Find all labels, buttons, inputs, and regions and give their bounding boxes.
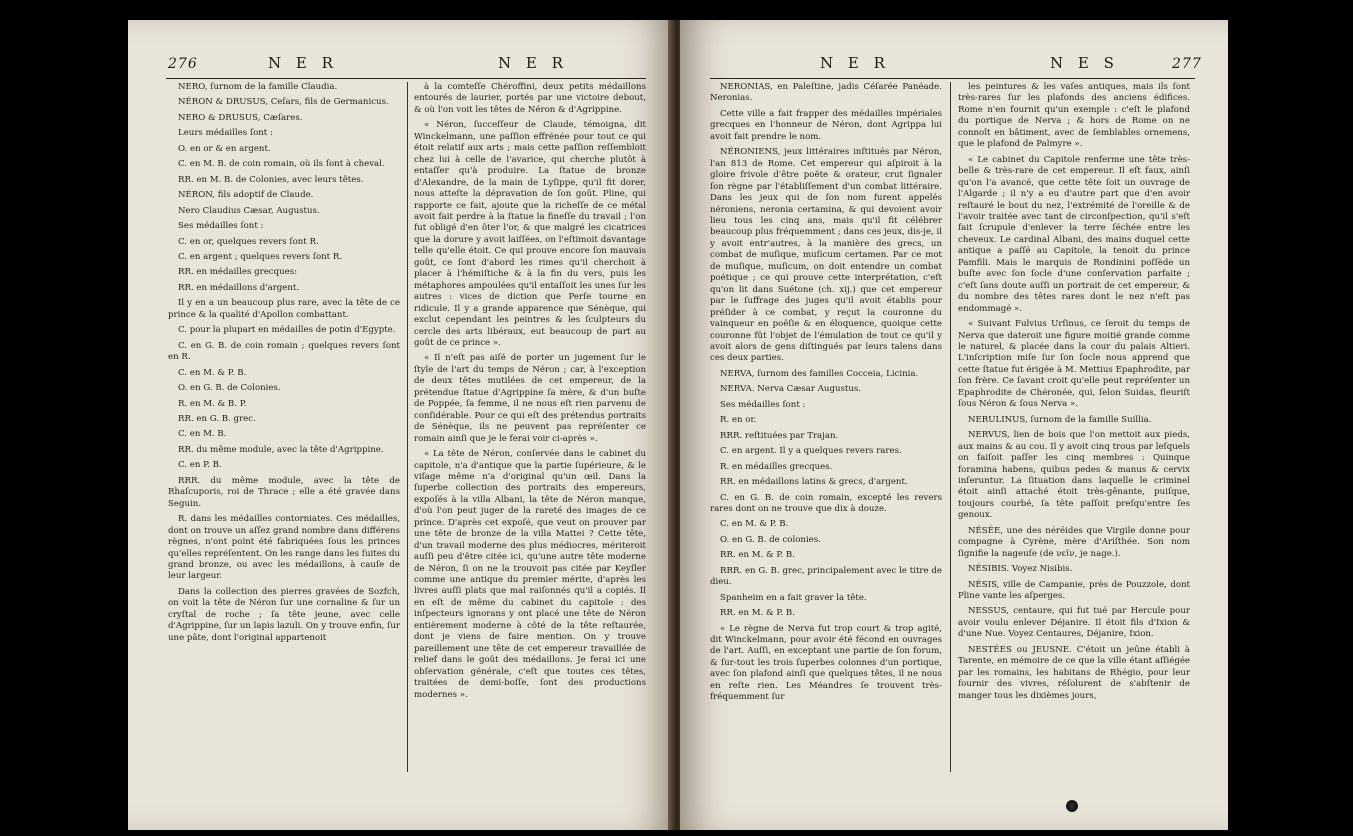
right-page — [680, 20, 1228, 830]
text-paragraph: C. en G. B. de coin romain, excepté les revers rares dont on ne trouve que dix à douze. — [710, 492, 942, 514]
text-paragraph: O. en G. B. de colonies. — [720, 534, 821, 545]
text-paragraph: RR. en M. & P. B. — [720, 550, 795, 561]
left-column-2 — [414, 82, 646, 705]
text-paragraph: Cette ville a fait frapper des médailles impériales grecques en l'honneur de Néron, dont Agrippa lui avoit fait prendre le nom. — [710, 108, 942, 142]
text-paragraph: NÉRON & DRUSUS, Ceſars, fils de Germanicus. — [178, 97, 389, 108]
text-paragraph: RR. en G. B. grec. — [178, 413, 256, 424]
text-paragraph: Spanheim en a fait graver la tête. — [720, 592, 867, 603]
text-paragraph: « Il n'eſt pas aiſé de porter un jugement ſur le ſtyle de l'art du temps de Néron ; car, à l'exception de deux têtes mutilées de cet empereur, de la prétendue ſtatue d'Agrippine ſa mère, & d'un buſte de Poppée, ſa femme, il ne nous eſt rien parvenu de conſidérable. Pour ce qui eſt des prétendus portraits de Sénèque, ils ne peuvent pas repréſenter ce romain ainſi que je le ferai voir ci-après ». — [414, 353, 646, 444]
text-paragraph: NERONIAS, en Paleſtine, jadis Céſarée Panéade. Neronias. — [710, 82, 942, 104]
right-page-number: 277 — [1172, 56, 1202, 72]
text-paragraph: NÉSIS, ville de Campanie, près de Pouzzole, dont Pline vante les aſperges. — [958, 579, 1190, 602]
text-paragraph: NERVA, ſurnom des familles Cocceia, Licinia. — [720, 368, 919, 379]
text-paragraph: O. en G. B. de Colonies. — [178, 383, 281, 394]
text-paragraph: NERVUS, lien de bois que l'on mettoit aux pieds, aux mains & au cou. Il y avoit cinq trous par leſquels on faiſoit paſſer les cinq membres : Quinque foramina habens, quibus pedes & manus & cervix inſeruntur. La ſituation dans laquelle le criminel étoit ainſi attaché étoit très-gênante, puiſque, toujours courbé, ſa tête paſſoit preſqu'entre ſes genoux. — [958, 430, 1190, 521]
left-column-1 — [168, 82, 400, 648]
text-paragraph: C. en argent. Il y a quelques revers rares. — [720, 446, 902, 457]
open-book — [128, 20, 1228, 830]
text-paragraph: NESSUS, centaure, qui fut tué par Hercule pour avoir voulu enlever Déjanire. Il étoit fils d'Ixion & d'une Nue. Voyez Centaures, Déjanire, Ixion. — [958, 606, 1190, 640]
text-paragraph: Il y en a un beaucoup plus rare, avec la tête de ce prince & la qualité d'Apollon combattant. — [168, 298, 400, 320]
text-paragraph: RR. en M. B. de Colonies, avec leurs têtes. — [178, 174, 364, 185]
text-paragraph: « Le cabinet du Capitole renferme une tête très-belle & très-rare de cet empereur. Il eſt faux, ainſi qu'on l'a avancé, que cette tête ſoit un ouvrage de l'Algarde ; il n'y a eu d'autre part que d'en avoir reſtauré le bout du nez, l'extrémité de l'oreille & de l'avoir traitée avec tant de circonſpection, qu'il s'eſt fait ſcrupule d'enlever la terre ſéchée entre les cheveux. Le cardinal Albani, des mains duquel cette antique a paſſé au Capitole, la tenoit du prince Pamfili. Mais le marquis de Rondinini poſſède un buſte avec ſon ſocle d'une conſervation parfaite ; c'eſt ſans doute auſſi un portrait de cet empereur, & du nombre des têtes rares dont le nez n'eſt pas endommagé ». — [958, 154, 1190, 314]
text-paragraph: NESTÉES ou JEUSNE. C'étoit un jeûne établi à Tarente, en mémoire de ce que la ville étant aſſiégée par les romains, les habitans de Rhégio, pour leur fournir des vivres, réſolurent de s'abſtenir de manger tous les dixièmes jours, — [958, 644, 1190, 701]
text-paragraph: les peintures & les vaſes antiques, mais ils ſont très-rares ſur les plafonds des anciens édifices. Rome n'en fournit qu'un exemple : c'eſt le plafond du portique de Nerva ; & hors de Rome on ne connoît en bâtiment, avec de ſemblables ornemens, que le plafond de Palmyre ». — [958, 82, 1190, 150]
text-paragraph: C. en argent ; quelques revers ſont R. — [178, 251, 343, 262]
text-paragraph: R. en or. — [720, 415, 757, 426]
text-paragraph: NÉSIBIS. Voyez Nisibis. — [968, 564, 1073, 575]
text-paragraph: « Néron, ſucceſſeur de Claude, témoigna, dit Winckelmann, une paſſion effrénée pour tout ce qui étoit relatif aux arts ; mais cette paſſion reſſembloit chez lui à celle de l'avarice, qui cherche plutôt à entaſſer qu'à produire. La ſtatue de bronze d'Alexandre, de la main de Lyſippe, qu'il fit dorer, nous atteſte la dépravation de ſon goût. Pline, qui rapporte ce fait, ajoute que la richeſſe de ce métal avoit fait perdre à la ſtatue la fineſſe du travail ; l'on fut obligé d'en ôter l'or, & que malgré les cicatrices que la dorure y avoit laiſſées, on l'eſtimoit davantage telle qu'elle étoit. Ce qui prouve encore ſon mauvais goût, ce ſont d'abord les rimes qu'il cherchoit à placer à l'hémiſtiche & à la fin du vers, puis les métaphores ampoulées qu'il entaſſoit les unes ſur les autres : vices de diction que Perſe tourne en ridicule. Il y a grande apparence que Sénèque, qui exclut cependant les peintres & les ſculpteurs du cercle des arts libéraux, eut beaucoup de part au goût de ce prince ». — [414, 120, 646, 348]
text-paragraph: RR. en M. & P. B. — [720, 608, 795, 619]
text-paragraph: C. en G. B. de coin romain ; quelques revers ſont en R. — [168, 340, 400, 363]
column-divider — [407, 82, 408, 772]
text-paragraph: NERULINUS, ſurnom de la famille Suillia. — [968, 414, 1152, 425]
header-rule — [710, 78, 1195, 79]
library-stamp-icon — [1066, 800, 1078, 812]
text-paragraph: NÉSÉE, une des néréides que Virgile donne pour compagne à Cyrène, mère d'Ariſthée. Son nom ſignifie la nageuſe (de νεῖν, je nage.). — [958, 525, 1190, 559]
text-paragraph: C. en M. & P. B. — [720, 519, 789, 530]
text-paragraph: Ses médailles ſont : — [720, 399, 806, 410]
text-paragraph: R. dans les médailles contorniates. Ces médailles, dont on trouve un aſſez grand nombre dans différens règnes, n'ont point été fabriquées ſous les princes qu'elles repréſentent. On les range dans les ſuites du grand bronze, ou avec les médaillons, à cauſe de leur largeur. — [168, 514, 400, 582]
text-paragraph: R. en médailles grecques. — [720, 461, 833, 472]
text-paragraph: NERVA. Nerva Cæsar Augustus. — [720, 384, 862, 395]
text-paragraph: R. en M. & B. P. — [178, 398, 247, 409]
column-divider — [950, 82, 951, 772]
text-paragraph: RRR. du même module, avec la tête de Rhaſcuporis, roi de Thrace ; elle a été gravée dans Seguin. — [168, 475, 400, 509]
left-running-head-1: N E R — [268, 54, 338, 72]
text-paragraph: C. en M. B. de coin romain, où ils ſont à cheval. — [178, 159, 385, 170]
text-paragraph: RRR. en G. B. grec, principalement avec le titre de dieu. — [710, 565, 942, 588]
text-paragraph: C. en or, quelques revers ſont R. — [178, 236, 319, 247]
text-paragraph: C. en P. B. — [178, 460, 222, 471]
text-paragraph: RR. en médaillons latins & grecs, d'argent. — [720, 477, 908, 488]
text-paragraph: « Suivant Fulvius Urſinus, ce ſeroit du temps de Nerva que dateroit une figure moitié grande comme le naturel, & placée dans la cour du palais Altieri. L'inſcription miſe ſur ſon ſocle nous apprend que cette ſtatue fut érigée à M. Mettius Epaphrodite, par ſon frère. Ce ſavant croit qu'elle peut repréſenter un Epaphrodite de Chéronée, qui, ſelon Suidas, fleuriſt ſous Néron & ſous Nerva ». — [958, 319, 1190, 410]
text-paragraph: RR. du même module, avec la tête d'Agrippine. — [178, 444, 384, 455]
left-running-head-2: N E R — [498, 54, 568, 72]
text-paragraph: NÉRON, fils adoptif de Claude. — [178, 190, 314, 201]
right-running-head-1: N E R — [820, 54, 890, 72]
text-paragraph: NÉRONIENS, jeux littéraires inſtitués par Néron, l'an 813 de Rome. Cet empereur qui aſpiroit à la gloire frivole d'être poëte & orateur, crut ſignaler ſon règne par l'établiſſement d'un combat littéraire. Dans les jeux qui de ſon nom furent appelés néroniens, neronia certamina, & qui devoient avoir lieu tous les cinq ans, mais qu'il fit célébrer beaucoup plus fréquemment ; dans ces jeux, dis-je, il y avoit entr'autres, à la manière des grecs, un combat de muſique, muſicum certamen. Par ce mot de muſique, muſicum, on doit entendre un combat poétique ; ce qui prouve cette interprétation, c'eſt qu'on lit dans Suétone (ch. xij.) que cet empereur par le ſuffrage des juges qu'il avoit établis pour préſider à ce combat, y reçut la couronne du vainqueur en poëſie & en éloquence, quoique cette couronne fût l'objet de l'émulation de tout ce qu'il y avoit alors de gens diſtingués par leurs talens dans ces deux parties. — [710, 147, 942, 364]
text-paragraph: C. en M. B. — [178, 429, 227, 440]
text-paragraph: O. en or & en argent. — [178, 143, 271, 154]
text-paragraph: RRR. reſtituées par Trajan. — [720, 430, 839, 441]
text-paragraph: C. en M. & P. B. — [178, 367, 247, 378]
text-paragraph: NERO, ſurnom de la famille Claudia. — [178, 82, 338, 92]
header-rule — [166, 78, 646, 79]
text-paragraph: Ses médailles ſont : — [178, 221, 264, 232]
text-paragraph: C. pour la plupart en médailles de potin d'Egypte. — [178, 325, 396, 336]
right-column-1 — [710, 82, 942, 708]
text-paragraph: à la comteſſe Chéroffini, deux petits médaillons entourés de laurier, portés par une victoire debout, & où l'on voit les têtes de Néron & d'Agrippine. — [414, 82, 646, 115]
text-paragraph: RR. en médaillons d'argent. — [178, 282, 300, 293]
text-paragraph: « Le règne de Nerva fut trop court & trop agité, dit Winckelmann, pour avoir été fécond en ouvrages de l'art. Auſſi, en exceptant une partie de ſon forum, & ſur-tout les trois ſuperbes colonnes d'un portique, avec ſon plafond ainſi que quelques têtes, il ne nous en reſte rien. Les Méandres ſe trouvent très-fréquemment ſur — [710, 623, 942, 703]
text-paragraph: Dans la collection des pierres gravées de Sozfch, on voit la tête de Néron ſur une cornaline & ſur un cryſtal de roche ; ſa tête jeune, avec celle d'Agrippine, ſur un lapis lazuli. On y trouve enfin, ſur une pâte, dont l'original appartenoit — [168, 586, 400, 643]
text-paragraph: RR. en médailles grecques: — [178, 267, 298, 278]
left-page — [128, 20, 673, 830]
right-running-head-2: N E S — [1050, 54, 1119, 72]
left-page-number: 276 — [168, 56, 198, 72]
text-paragraph: Nero Claudius Cæsar, Augustus. — [178, 205, 320, 216]
text-paragraph: NERO & DRUSUS, Cæſares. — [178, 112, 303, 123]
right-column-2 — [958, 82, 1190, 706]
text-paragraph: « La tête de Néron, conſervée dans le cabinet du capitole, n'a d'antique que la partie ſupérieure, & le viſage même n'a d'original qu'un œil. Dans la ſuperbe collection des portraits des empereurs, expoſés à la villa Albani, la tête de Néron manque, d'où l'on peut juger de la rareté des images de ce prince. D'après cet expoſé, que veut on prouver par une tête de bronze de la villa Mattei ? Cette tête, d'un travail moderne des plus médiocres, mériteroit auſſi peu d'être citée ici, qu'une autre tête moderne de Néron, ſi on ne la trouvoit pas citée par Keyſler comme une antique du premier mérite, d'après les livres auſſi plats que mal raiſonnés qu'il a copiés. Il en eſt de même du cabinet du capitole : des inſpecteurs ignorans y ont placé une tête de Néron entièrement moderne à côté de la tête reſtaurée, dont je viens de faire mention. On y trouve pareillement une tête de cet empereur travaillée de relief dans le goût des médaillons. Je ferai ici une obſervation générale, c'eſt que toutes ces têtes, traitées de demi-boſſe, ſont des productions modernes ». — [414, 449, 646, 700]
text-paragraph: Leurs médailles ſont : — [178, 128, 273, 139]
